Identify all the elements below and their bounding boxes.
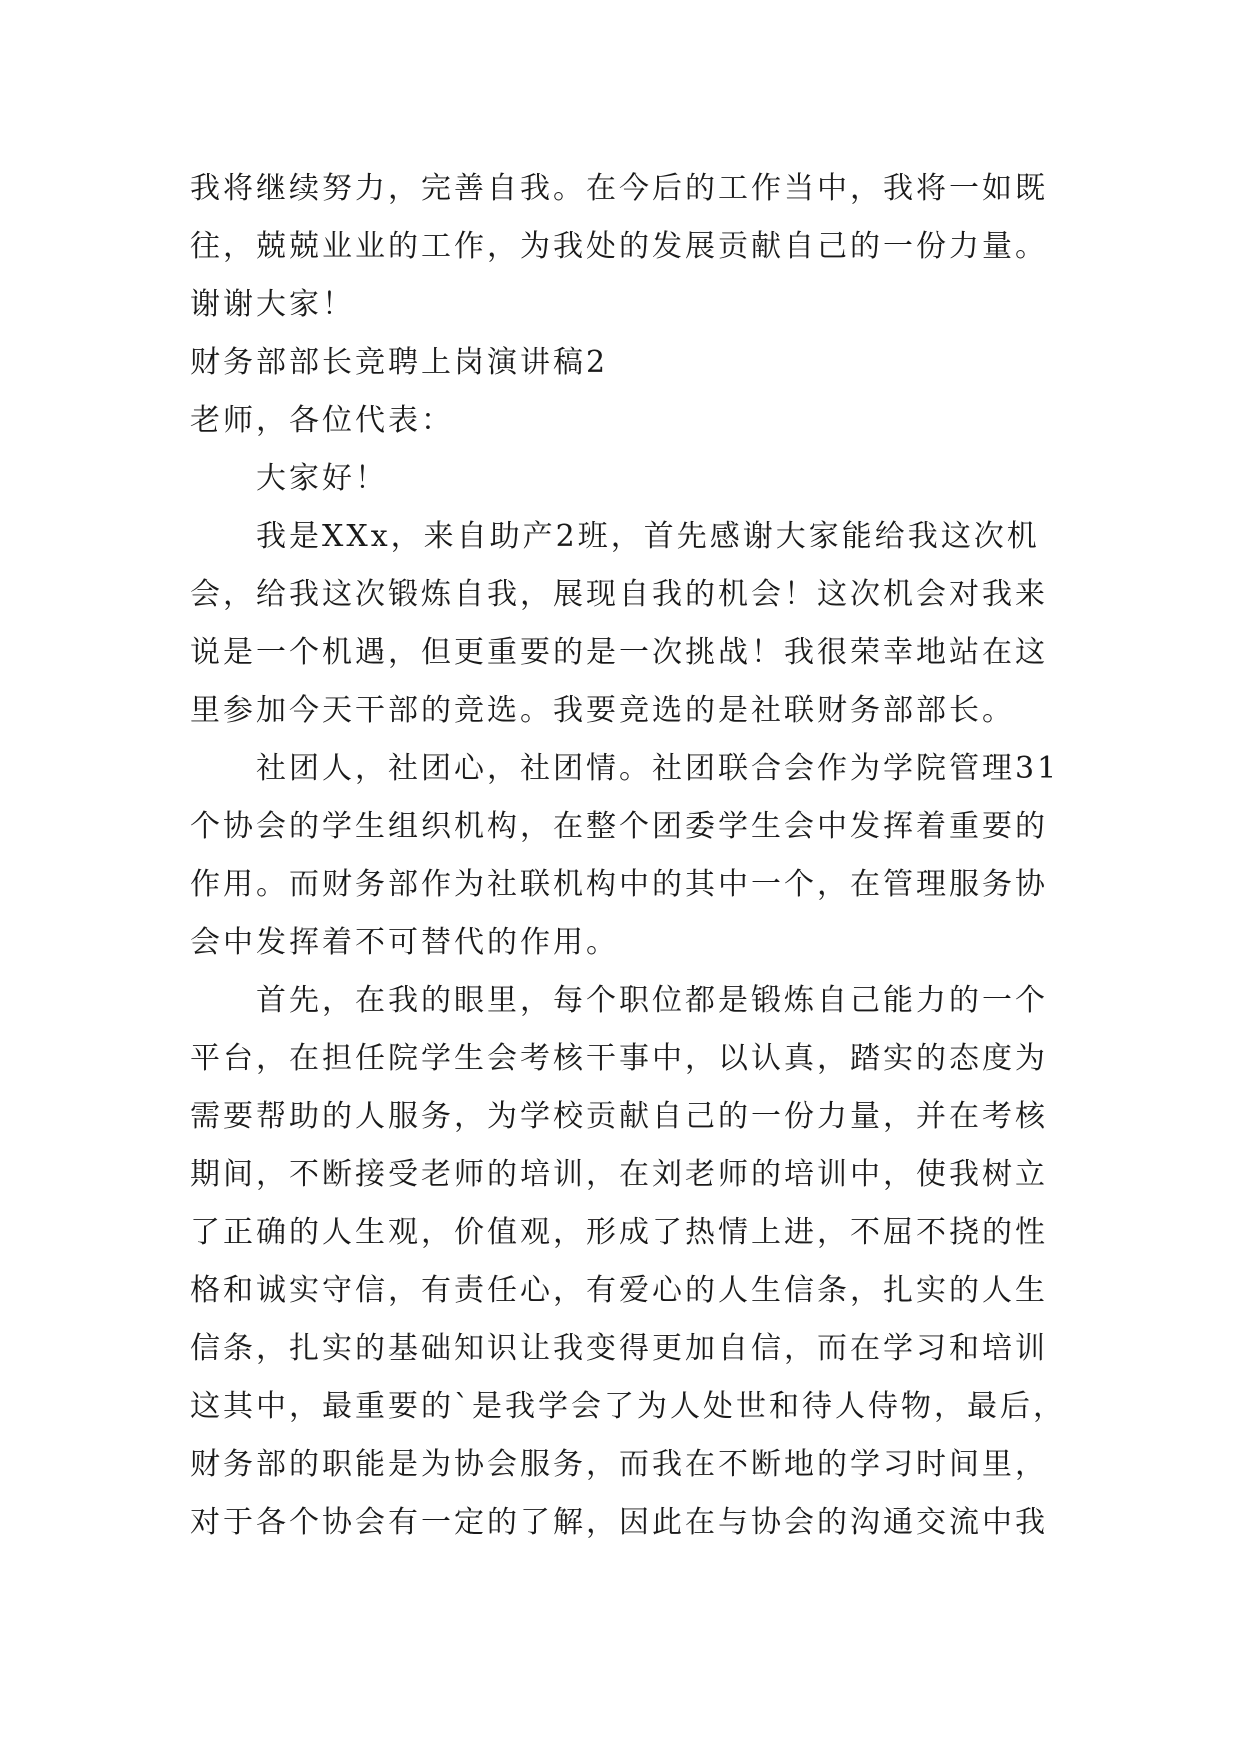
text-line: 往，兢兢业业的工作，为我处的发展贡献自己的一份力量。 — [190, 229, 1048, 264]
text-line: 平台，在担任院学生会考核干事中，以认真，踏实的态度为 — [190, 1041, 1048, 1076]
text-line: 谢谢大家！ — [190, 287, 355, 322]
text-line: 对于各个协会有一定的了解，因此在与协会的沟通交流中我 — [190, 1505, 1048, 1540]
document-body — [190, 160, 1070, 1552]
text-line: 期间，不断接受老师的培训，在刘老师的培训中，使我树立 — [190, 1157, 1048, 1192]
text-line: 我将继续努力，完善自我。在今后的工作当中，我将一如既 — [190, 171, 1048, 206]
text-line: 会中发挥着不可替代的作用。 — [190, 925, 619, 960]
salutation: 老师，各位代表： — [190, 403, 454, 438]
text-line: 格和诚实守信，有责任心，有爱心的人生信条，扎实的人生 — [190, 1273, 1048, 1308]
text-line: 需要帮助的人服务，为学校贡献自己的一份力量，并在考核 — [190, 1099, 1048, 1134]
text-line: 里参加今天干部的竞选。我要竞选的是社联财务部部长。 — [190, 693, 1015, 728]
text-line: 社团人，社团心，社团情。社团联合会作为学院管理31 — [256, 751, 1060, 786]
text-line: 了正确的人生观，价值观，形成了热情上进，不屈不挠的性 — [190, 1215, 1048, 1250]
text-line: 这其中，最重要的`是我学会了为人处世和待人侍物，最后， — [190, 1389, 1066, 1424]
section-heading: 财务部部长竞聘上岗演讲稿2 — [190, 345, 609, 380]
text-line: 作用。而财务部作为社联机构中的其中一个，在管理服务协 — [190, 867, 1048, 902]
text-line: 信条，扎实的基础知识让我变得更加自信，而在学习和培训 — [190, 1331, 1048, 1366]
text-line: 会，给我这次锻炼自我，展现自我的机会！这次机会对我来 — [190, 577, 1048, 612]
text-line: 首先，在我的眼里，每个职位都是锻炼自己能力的一个 — [256, 983, 1048, 1018]
greeting: 大家好！ — [256, 461, 388, 496]
text-line: 财务部的职能是为协会服务，而我在不断地的学习时间里， — [190, 1447, 1048, 1482]
text-line: 我是XXx，来自助产2班，首先感谢大家能给我这次机 — [256, 519, 1040, 554]
text-line: 说是一个机遇，但更重要的是一次挑战！我很荣幸地站在这 — [190, 635, 1048, 670]
text-line: 个协会的学生组织机构，在整个团委学生会中发挥着重要的 — [190, 809, 1048, 844]
